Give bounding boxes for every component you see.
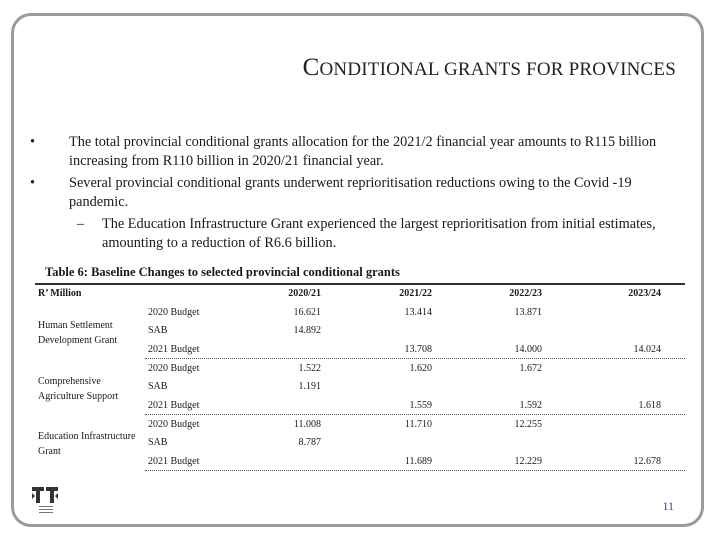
table-cell: 12.678 xyxy=(633,456,661,467)
grant-label: Education Infrastructure Grant xyxy=(38,431,136,457)
row-type-label: 2021 Budget xyxy=(148,456,200,467)
bullet-item xyxy=(30,174,685,212)
slide-title: CONDITIONAL GRANTS FOR PROVINCES xyxy=(302,54,676,81)
bullet-text: The total provincial conditional grants allocation for the 2021/2 financial year amounts to R115 billion increasing from R110 billion in 2020/21 financial year. xyxy=(69,134,657,169)
table-top-rule xyxy=(35,283,685,285)
table-cell: 1.618 xyxy=(638,400,661,411)
column-header: 2020/21 xyxy=(288,288,321,299)
table-cell: 1.620 xyxy=(409,363,432,374)
table-cell: 1.191 xyxy=(298,381,321,392)
grant-label: Comprehensive Agriculture Support xyxy=(38,376,119,402)
page-number: 11 xyxy=(662,499,674,513)
group-divider xyxy=(145,470,685,471)
row-type-label: SAB xyxy=(148,437,168,448)
column-header: 2021/22 xyxy=(399,288,432,299)
table-cell: 12.229 xyxy=(514,456,542,467)
group-divider xyxy=(145,358,685,359)
column-header: 2023/24 xyxy=(628,288,661,299)
column-header: 2022/23 xyxy=(509,288,542,299)
row-type-label: 2020 Budget xyxy=(148,419,200,430)
treasury-logo-icon xyxy=(30,484,62,518)
table-cell: 14.892 xyxy=(293,325,321,336)
table-cell: 1.672 xyxy=(519,363,542,374)
table-caption: Table 6: Baseline Changes to selected provincial conditional grants xyxy=(45,265,400,279)
row-type-label: SAB xyxy=(148,381,168,392)
bullet-text: Several provincial conditional grants underwent reprioritisation reductions owing to the Covid -19 pandemic. xyxy=(69,175,632,210)
table-cell: 1.522 xyxy=(298,363,321,374)
table-cell: 13.871 xyxy=(514,307,542,318)
table-cell: 11.008 xyxy=(293,419,321,430)
column-header-unit: R’ Million xyxy=(38,288,82,299)
sub-bullet-text: The Education Infrastructure Grant experienced the largest reprioritisation from initial estimates, amounting to a reduction of R6.6 billion. xyxy=(102,216,656,251)
bullet-marker: • xyxy=(30,134,36,150)
row-type-label: 2021 Budget xyxy=(148,400,200,411)
row-type-label: 2021 Budget xyxy=(148,344,200,355)
group-divider xyxy=(145,414,685,415)
grant-label: Human Settlement Development Grant xyxy=(38,320,118,346)
sub-bullet-item xyxy=(30,215,685,253)
sub-bullet-marker: – xyxy=(77,216,85,232)
table-cell: 13.414 xyxy=(404,307,432,318)
table-cell: 13.708 xyxy=(404,344,432,355)
table-cell: 12.255 xyxy=(514,419,542,430)
table-cell: 1.592 xyxy=(519,400,542,411)
row-type-label: 2020 Budget xyxy=(148,307,200,318)
table-cell: 8.787 xyxy=(298,437,321,448)
table-cell: 11.689 xyxy=(404,456,432,467)
bullet-list xyxy=(30,133,685,253)
table-cell: 14.024 xyxy=(633,344,661,355)
row-type-label: 2020 Budget xyxy=(148,363,200,374)
table-cell: 16.621 xyxy=(293,307,321,318)
table-cell: 14.000 xyxy=(514,344,542,355)
table-cell: 1.559 xyxy=(409,400,432,411)
bullet-marker: • xyxy=(30,175,36,191)
row-type-label: SAB xyxy=(148,325,168,336)
bullet-item xyxy=(30,133,685,171)
table-cell: 11.710 xyxy=(404,419,432,430)
